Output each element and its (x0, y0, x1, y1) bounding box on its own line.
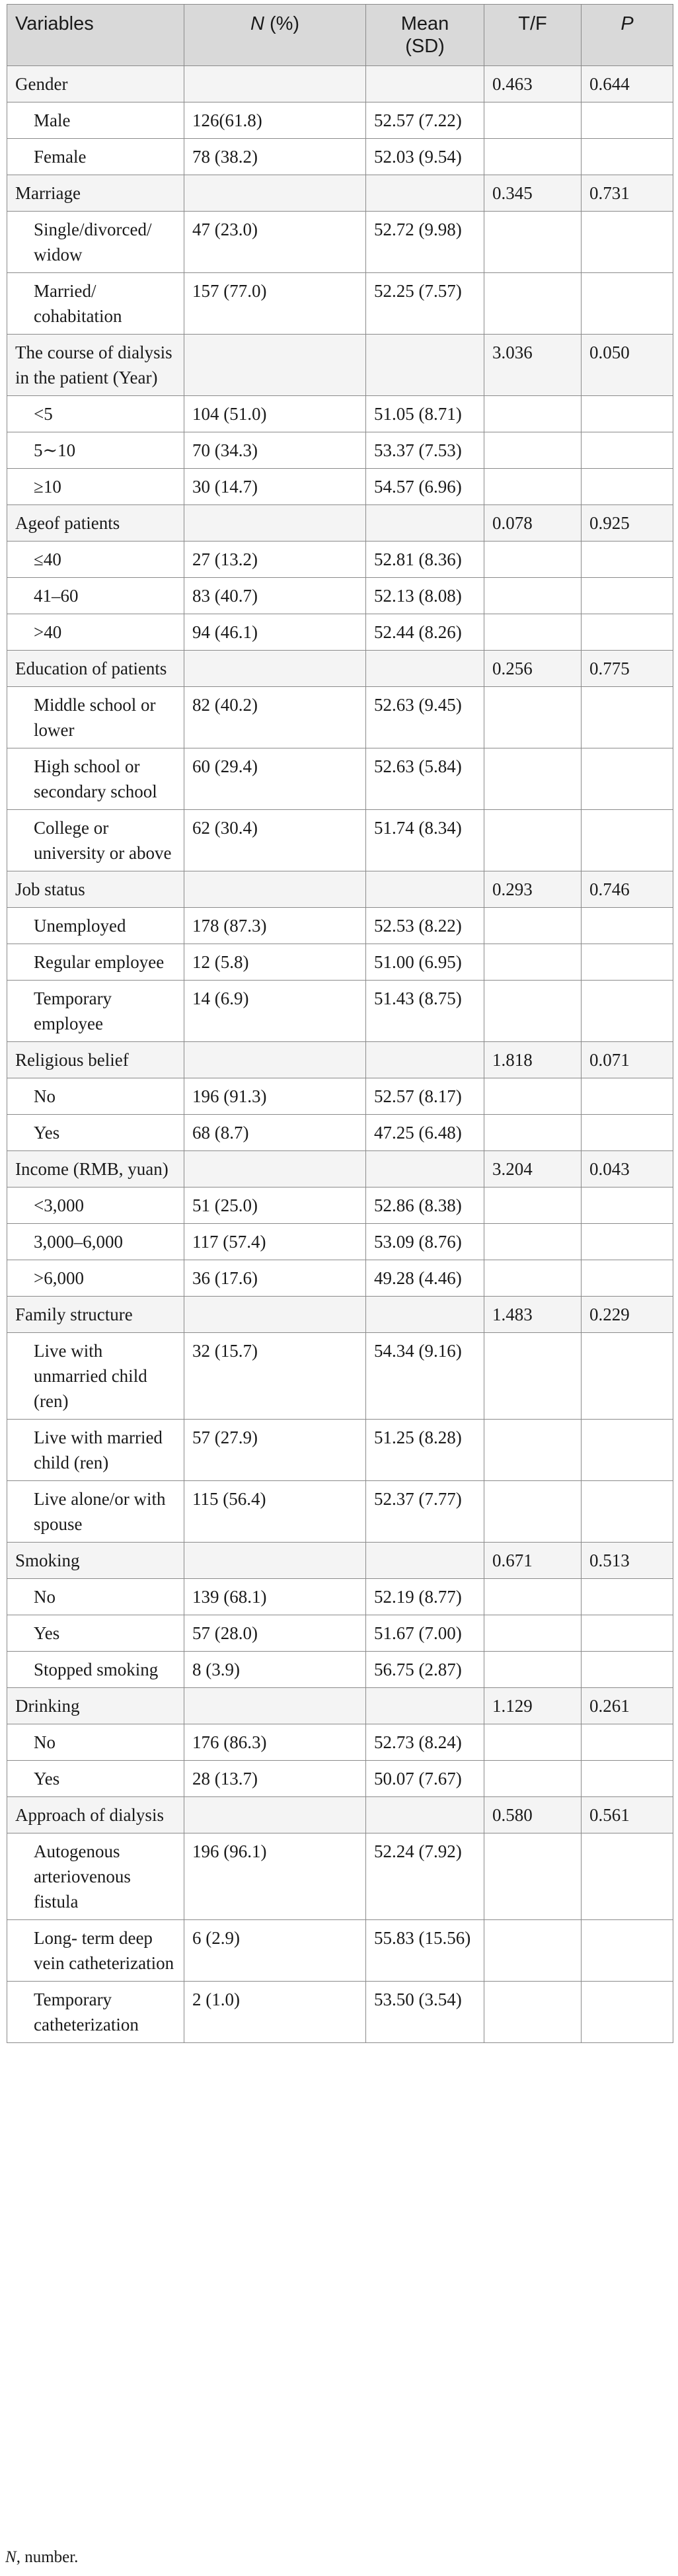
row-n-percent: 139 (68.1) (184, 1579, 366, 1615)
row-label: <5 (7, 396, 184, 432)
row-mean-sd: 52.86 (8.38) (366, 1187, 484, 1224)
header-tf: T/F (484, 5, 582, 66)
table-row (7, 810, 673, 871)
row-label: Live with married child (ren) (7, 1420, 184, 1481)
row-tf-empty (484, 1920, 582, 1982)
table-row-group (7, 505, 673, 542)
table-row-group (7, 1797, 673, 1833)
table-row-group (7, 1688, 673, 1724)
row-p-empty (582, 1615, 673, 1652)
row-n-percent: 57 (28.0) (184, 1615, 366, 1652)
group-n-cell (184, 66, 366, 102)
row-tf-empty (484, 1115, 582, 1151)
row-tf-empty (484, 614, 582, 651)
row-p-empty (582, 810, 673, 871)
row-mean-sd: 52.73 (8.24) (366, 1724, 484, 1761)
row-tf-empty (484, 1420, 582, 1481)
row-tf-empty (484, 1615, 582, 1652)
group-label: Religious belief (7, 1042, 184, 1078)
row-n-percent: 36 (17.6) (184, 1260, 366, 1297)
table-row-group (7, 335, 673, 396)
row-mean-sd: 51.74 (8.34) (366, 810, 484, 871)
header-sd: (SD) (405, 36, 445, 57)
row-mean-sd: 52.57 (7.22) (366, 102, 484, 139)
group-tf-value: 3.036 (484, 335, 582, 396)
demographics-table (7, 4, 673, 2043)
row-tf-empty (484, 1260, 582, 1297)
group-n-cell (184, 175, 366, 212)
group-p-value: 0.043 (582, 1151, 673, 1187)
row-label: Unemployed (7, 908, 184, 944)
group-p-value: 0.775 (582, 651, 673, 687)
row-p-empty (582, 1078, 673, 1115)
group-p-value: 0.731 (582, 175, 673, 212)
row-tf-empty (484, 212, 582, 273)
row-mean-sd: 55.83 (15.56) (366, 1920, 484, 1982)
table-row-group (7, 651, 673, 687)
row-p-empty (582, 981, 673, 1042)
row-tf-empty (484, 102, 582, 139)
table-row (7, 748, 673, 810)
row-label: Stopped smoking (7, 1652, 184, 1688)
row-p-empty (582, 102, 673, 139)
table-row (7, 614, 673, 651)
row-n-percent: 51 (25.0) (184, 1187, 366, 1224)
row-p-empty (582, 748, 673, 810)
header-n-percent (184, 5, 366, 66)
row-tf-empty (484, 578, 582, 614)
table-row (7, 908, 673, 944)
row-n-percent: 94 (46.1) (184, 614, 366, 651)
row-tf-empty (484, 1833, 582, 1920)
row-tf-empty (484, 1579, 582, 1615)
row-label: Temporary employee (7, 981, 184, 1042)
row-mean-sd: 54.57 (6.96) (366, 469, 484, 505)
row-n-percent: 176 (86.3) (184, 1724, 366, 1761)
row-mean-sd: 56.75 (2.87) (366, 1652, 484, 1688)
row-tf-empty (484, 432, 582, 469)
table-row (7, 1761, 673, 1797)
row-p-empty (582, 1420, 673, 1481)
row-p-empty (582, 1115, 673, 1151)
table-row (7, 102, 673, 139)
row-p-empty (582, 273, 673, 335)
group-label: Smoking (7, 1543, 184, 1579)
group-n-cell (184, 505, 366, 542)
row-tf-empty (484, 1724, 582, 1761)
row-mean-sd: 52.81 (8.36) (366, 542, 484, 578)
header-mean-sd (366, 5, 484, 66)
row-mean-sd: 51.25 (8.28) (366, 1420, 484, 1481)
row-mean-sd: 51.67 (7.00) (366, 1615, 484, 1652)
row-p-empty (582, 1833, 673, 1920)
table-row (7, 1920, 673, 1982)
table-row (7, 578, 673, 614)
row-tf-empty (484, 139, 582, 175)
row-label: Yes (7, 1615, 184, 1652)
header-n-letter: N (250, 13, 264, 34)
group-n-cell (184, 1543, 366, 1579)
table-row-group (7, 175, 673, 212)
row-n-percent: 47 (23.0) (184, 212, 366, 273)
group-mean-cell (366, 1797, 484, 1833)
row-n-percent: 60 (29.4) (184, 748, 366, 810)
row-mean-sd: 52.53 (8.22) (366, 908, 484, 944)
group-mean-cell (366, 66, 484, 102)
row-p-empty (582, 578, 673, 614)
group-n-cell (184, 1151, 366, 1187)
row-n-percent: 115 (56.4) (184, 1481, 366, 1543)
group-p-value: 0.513 (582, 1543, 673, 1579)
group-tf-value: 0.078 (484, 505, 582, 542)
group-mean-cell (366, 651, 484, 687)
header-row (7, 5, 673, 66)
row-label: Live alone/or with spouse (7, 1481, 184, 1543)
group-label: Income (RMB, yuan) (7, 1151, 184, 1187)
table-row (7, 1615, 673, 1652)
table-footnote (5, 2548, 78, 2567)
group-tf-value: 0.580 (484, 1797, 582, 1833)
table-row-group (7, 1543, 673, 1579)
header-p: P (582, 5, 673, 66)
group-mean-cell (366, 1297, 484, 1333)
group-mean-cell (366, 1151, 484, 1187)
group-label: Approach of dialysis (7, 1797, 184, 1833)
header-mean: Mean (400, 13, 449, 34)
row-label: 3,000–6,000 (7, 1224, 184, 1260)
group-n-cell (184, 1688, 366, 1724)
row-mean-sd: 52.37 (7.77) (366, 1481, 484, 1543)
group-mean-cell (366, 1543, 484, 1579)
row-n-percent: 83 (40.7) (184, 578, 366, 614)
table-row-group (7, 1297, 673, 1333)
group-mean-cell (366, 1042, 484, 1078)
row-label: >40 (7, 614, 184, 651)
row-n-percent: 70 (34.3) (184, 432, 366, 469)
row-mean-sd: 52.63 (5.84) (366, 748, 484, 810)
row-label: Yes (7, 1115, 184, 1151)
table-row (7, 1115, 673, 1151)
row-tf-empty (484, 908, 582, 944)
row-p-empty (582, 1333, 673, 1420)
header-variables: Variables (7, 5, 184, 66)
group-n-cell (184, 651, 366, 687)
table-row (7, 542, 673, 578)
row-tf-empty (484, 1078, 582, 1115)
row-label: High school or secondary school (7, 748, 184, 810)
table-row (7, 212, 673, 273)
group-n-cell (184, 335, 366, 396)
group-tf-value: 0.345 (484, 175, 582, 212)
group-mean-cell (366, 335, 484, 396)
row-p-empty (582, 908, 673, 944)
table-row (7, 1333, 673, 1420)
row-n-percent: 6 (2.9) (184, 1920, 366, 1982)
row-n-percent: 82 (40.2) (184, 687, 366, 748)
table-row (7, 1724, 673, 1761)
table-row (7, 139, 673, 175)
row-n-percent: 196 (96.1) (184, 1833, 366, 1920)
row-mean-sd: 51.43 (8.75) (366, 981, 484, 1042)
row-p-empty (582, 212, 673, 273)
row-tf-empty (484, 396, 582, 432)
row-mean-sd: 53.37 (7.53) (366, 432, 484, 469)
row-label: Autogenous arteriovenous fistula (7, 1833, 184, 1920)
row-n-percent: 27 (13.2) (184, 542, 366, 578)
group-p-value: 0.644 (582, 66, 673, 102)
row-tf-empty (484, 1224, 582, 1260)
table-container (7, 4, 673, 2043)
row-p-empty (582, 1761, 673, 1797)
group-mean-cell (366, 1688, 484, 1724)
row-p-empty (582, 139, 673, 175)
group-label: The course of dialysis in the patient (Year) (7, 335, 184, 396)
group-tf-value: 0.293 (484, 871, 582, 908)
row-n-percent: 57 (27.9) (184, 1420, 366, 1481)
row-label: >6,000 (7, 1260, 184, 1297)
table-row (7, 1420, 673, 1481)
row-label: Married/ cohabitation (7, 273, 184, 335)
row-tf-empty (484, 273, 582, 335)
row-n-percent: 196 (91.3) (184, 1078, 366, 1115)
row-tf-empty (484, 748, 582, 810)
group-label: Ageof patients (7, 505, 184, 542)
row-label: ≥10 (7, 469, 184, 505)
row-p-empty (582, 1724, 673, 1761)
table-row (7, 1481, 673, 1543)
row-tf-empty (484, 1333, 582, 1420)
row-label: No (7, 1579, 184, 1615)
row-label: Middle school or lower (7, 687, 184, 748)
row-tf-empty (484, 469, 582, 505)
row-n-percent: 12 (5.8) (184, 944, 366, 981)
group-mean-cell (366, 175, 484, 212)
group-tf-value: 3.204 (484, 1151, 582, 1187)
group-label: Marriage (7, 175, 184, 212)
row-label: Regular employee (7, 944, 184, 981)
group-tf-value: 0.671 (484, 1543, 582, 1579)
group-n-cell (184, 1042, 366, 1078)
row-p-empty (582, 1920, 673, 1982)
row-n-percent: 14 (6.9) (184, 981, 366, 1042)
row-p-empty (582, 469, 673, 505)
group-n-cell (184, 1297, 366, 1333)
table-row (7, 1224, 673, 1260)
group-p-value: 0.071 (582, 1042, 673, 1078)
row-mean-sd: 53.50 (3.54) (366, 1982, 484, 2043)
row-n-percent: 62 (30.4) (184, 810, 366, 871)
group-tf-value: 0.256 (484, 651, 582, 687)
row-mean-sd: 52.13 (8.08) (366, 578, 484, 614)
group-label: Education of patients (7, 651, 184, 687)
row-p-empty (582, 944, 673, 981)
row-label: No (7, 1724, 184, 1761)
row-label: Long- term deep vein catheterization (7, 1920, 184, 1982)
row-tf-empty (484, 1187, 582, 1224)
table-row (7, 273, 673, 335)
row-p-empty (582, 687, 673, 748)
row-p-empty (582, 432, 673, 469)
row-tf-empty (484, 944, 582, 981)
row-label: Male (7, 102, 184, 139)
row-n-percent: 68 (8.7) (184, 1115, 366, 1151)
row-n-percent: 30 (14.7) (184, 469, 366, 505)
row-n-percent: 78 (38.2) (184, 139, 366, 175)
row-mean-sd: 52.57 (8.17) (366, 1078, 484, 1115)
row-mean-sd: 52.72 (9.98) (366, 212, 484, 273)
row-mean-sd: 52.44 (8.26) (366, 614, 484, 651)
row-n-percent: 157 (77.0) (184, 273, 366, 335)
row-n-percent: 104 (51.0) (184, 396, 366, 432)
row-tf-empty (484, 981, 582, 1042)
row-mean-sd: 52.25 (7.57) (366, 273, 484, 335)
table-row-group (7, 1151, 673, 1187)
header-pct: (%) (264, 13, 300, 34)
row-tf-empty (484, 687, 582, 748)
row-p-empty (582, 542, 673, 578)
table-row-group (7, 1042, 673, 1078)
group-p-value: 0.261 (582, 1688, 673, 1724)
row-label: Temporary catheterization (7, 1982, 184, 2043)
group-label: Gender (7, 66, 184, 102)
row-label: 5∼10 (7, 432, 184, 469)
group-tf-value: 1.483 (484, 1297, 582, 1333)
row-mean-sd: 51.05 (8.71) (366, 396, 484, 432)
group-p-value: 0.561 (582, 1797, 673, 1833)
row-n-percent: 178 (87.3) (184, 908, 366, 944)
row-tf-empty (484, 810, 582, 871)
row-tf-empty (484, 1652, 582, 1688)
table-row (7, 1187, 673, 1224)
row-mean-sd: 54.34 (9.16) (366, 1333, 484, 1420)
row-tf-empty (484, 1982, 582, 2043)
group-tf-value: 1.818 (484, 1042, 582, 1078)
row-tf-empty (484, 542, 582, 578)
row-p-empty (582, 1260, 673, 1297)
table-header (7, 5, 673, 66)
table-row (7, 981, 673, 1042)
row-n-percent: 2 (1.0) (184, 1982, 366, 2043)
row-p-empty (582, 1652, 673, 1688)
table-row-group (7, 871, 673, 908)
table-row (7, 944, 673, 981)
row-mean-sd: 52.24 (7.92) (366, 1833, 484, 1920)
table-row (7, 1078, 673, 1115)
table-row (7, 396, 673, 432)
group-n-cell (184, 1797, 366, 1833)
row-tf-empty (484, 1761, 582, 1797)
group-n-cell (184, 871, 366, 908)
row-mean-sd: 52.19 (8.77) (366, 1579, 484, 1615)
table-row (7, 432, 673, 469)
table-row (7, 1652, 673, 1688)
group-tf-value: 1.129 (484, 1688, 582, 1724)
row-n-percent: 28 (13.7) (184, 1761, 366, 1797)
row-n-percent: 32 (15.7) (184, 1333, 366, 1420)
group-label: Drinking (7, 1688, 184, 1724)
group-p-value: 0.229 (582, 1297, 673, 1333)
group-mean-cell (366, 505, 484, 542)
group-p-value: 0.925 (582, 505, 673, 542)
row-label: <3,000 (7, 1187, 184, 1224)
row-label: ≤40 (7, 542, 184, 578)
row-mean-sd: 53.09 (8.76) (366, 1224, 484, 1260)
table-row (7, 1260, 673, 1297)
table-row (7, 469, 673, 505)
row-label: Female (7, 139, 184, 175)
row-mean-sd: 50.07 (7.67) (366, 1761, 484, 1797)
table-row-group (7, 66, 673, 102)
row-label: No (7, 1078, 184, 1115)
row-p-empty (582, 614, 673, 651)
row-p-empty (582, 1481, 673, 1543)
group-label: Job status (7, 871, 184, 908)
group-p-value: 0.746 (582, 871, 673, 908)
row-label: Yes (7, 1761, 184, 1797)
row-n-percent: 126(61.8) (184, 102, 366, 139)
row-mean-sd: 52.63 (9.45) (366, 687, 484, 748)
row-p-empty (582, 1579, 673, 1615)
group-mean-cell (366, 871, 484, 908)
row-p-empty (582, 396, 673, 432)
row-mean-sd: 51.00 (6.95) (366, 944, 484, 981)
row-mean-sd: 47.25 (6.48) (366, 1115, 484, 1151)
row-tf-empty (484, 1481, 582, 1543)
row-mean-sd: 52.03 (9.54) (366, 139, 484, 175)
row-label: 41–60 (7, 578, 184, 614)
row-p-empty (582, 1187, 673, 1224)
row-label: Live with unmarried child (ren) (7, 1333, 184, 1420)
table-body (7, 66, 673, 2043)
row-p-empty (582, 1982, 673, 2043)
row-label: Single/divorced/ widow (7, 212, 184, 273)
group-tf-value: 0.463 (484, 66, 582, 102)
row-n-percent: 117 (57.4) (184, 1224, 366, 1260)
footnote-text: , number. (16, 2548, 79, 2566)
row-p-empty (582, 1224, 673, 1260)
row-mean-sd: 49.28 (4.46) (366, 1260, 484, 1297)
table-row (7, 1833, 673, 1920)
footnote-n-letter: N (5, 2548, 17, 2566)
table-row (7, 687, 673, 748)
row-label: College or university or above (7, 810, 184, 871)
row-n-percent: 8 (3.9) (184, 1652, 366, 1688)
table-row (7, 1579, 673, 1615)
group-label: Family structure (7, 1297, 184, 1333)
group-p-value: 0.050 (582, 335, 673, 396)
table-row (7, 1982, 673, 2043)
